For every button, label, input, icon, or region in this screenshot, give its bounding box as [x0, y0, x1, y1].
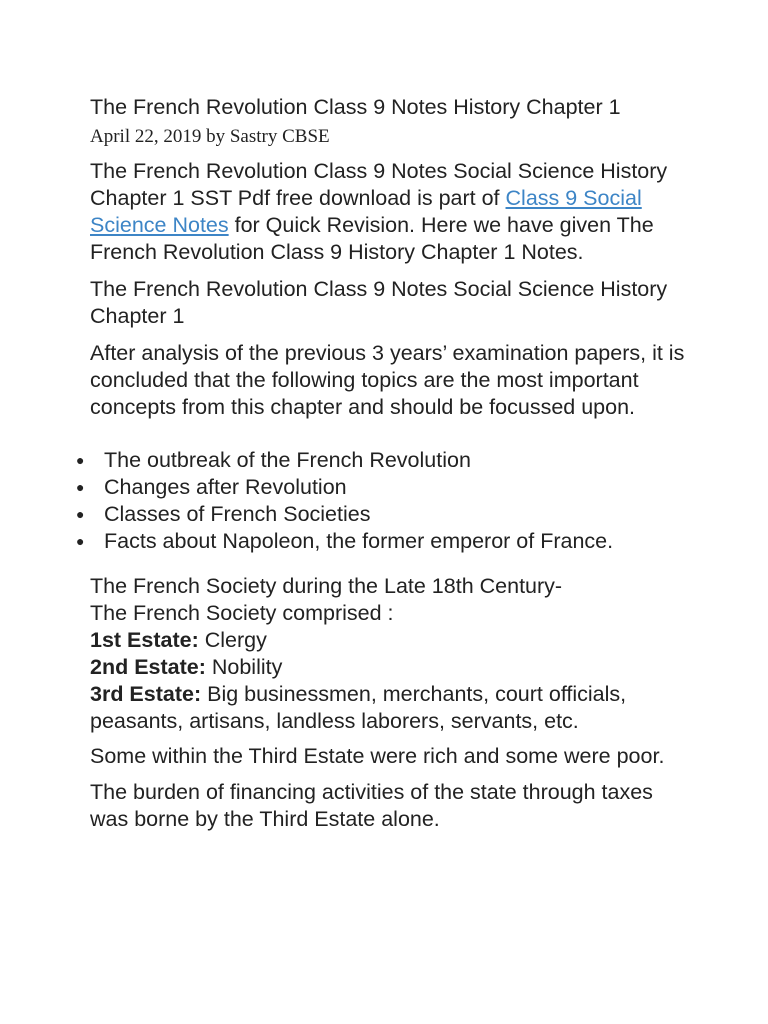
- intro-text-before: The French Revolution Class 9 Notes Social Science History Chapter 1 SST Pdf free download is part of: [90, 159, 668, 210]
- intro-text-after: for Quick Revision. Here we have given The French Revolution Class 9 History Chapter 1 Notes.: [90, 213, 654, 264]
- intro-paragraph: [90, 158, 690, 266]
- bullet-icon: ●: [76, 506, 85, 522]
- estate-value: Big businessmen, merchants, court officials, peasants, artisans, landless laborers, servants, etc.: [90, 682, 627, 733]
- rich-poor-paragraph: Some within the Third Estate were rich and some were poor.: [90, 744, 665, 768]
- bullet-icon: ●: [76, 479, 85, 495]
- society-heading: The French Society during the Late 18th Century-: [90, 574, 563, 598]
- list-item: [76, 528, 690, 555]
- post-author: Sastry CBSE: [229, 126, 330, 147]
- estate-value: Clergy: [198, 628, 267, 652]
- society-comprised: The French Society comprised :: [90, 601, 394, 625]
- burden-paragraph: The burden of financing activities of the state through taxes was borne by the Third Estate alone.: [90, 780, 653, 831]
- list-item: [76, 501, 690, 528]
- document-body: [76, 92, 690, 833]
- estate-label: 2nd Estate:: [90, 655, 206, 679]
- estate-value: Nobility: [205, 655, 283, 679]
- society-section: [90, 573, 690, 735]
- list-item: [76, 447, 690, 474]
- estate-row: [90, 627, 690, 654]
- topic-text: The outbreak of the French Revolution: [104, 448, 471, 472]
- post-date: April 22, 2019: [90, 126, 202, 147]
- topic-text: Classes of French Societies: [104, 502, 371, 526]
- post-meta: [90, 124, 690, 150]
- topics-list: [76, 447, 690, 555]
- estate-row: [90, 681, 690, 735]
- estate-row: [90, 654, 690, 681]
- list-item: [76, 474, 690, 501]
- topic-text: Facts about Napoleon, the former emperor of France.: [104, 529, 614, 553]
- estate-label: 3rd Estate:: [90, 682, 202, 706]
- by-label: by: [206, 126, 226, 147]
- bullet-icon: ●: [76, 452, 85, 468]
- page-title: The French Revolution Class 9 Notes History Chapter 1: [90, 95, 621, 119]
- class-9-notes-link[interactable]: Class 9 Social Science Notes: [90, 186, 642, 237]
- analysis-paragraph: After analysis of the previous 3 years’ examination papers, it is concluded that the following topics are the most important concepts from this chapter and should be focussed upon.: [90, 341, 685, 419]
- estate-label: 1st Estate:: [90, 628, 199, 652]
- subheading: The French Revolution Class 9 Notes Social Science History Chapter 1: [90, 277, 668, 328]
- bullet-icon: ●: [76, 533, 85, 549]
- topic-text: Changes after Revolution: [104, 475, 347, 499]
